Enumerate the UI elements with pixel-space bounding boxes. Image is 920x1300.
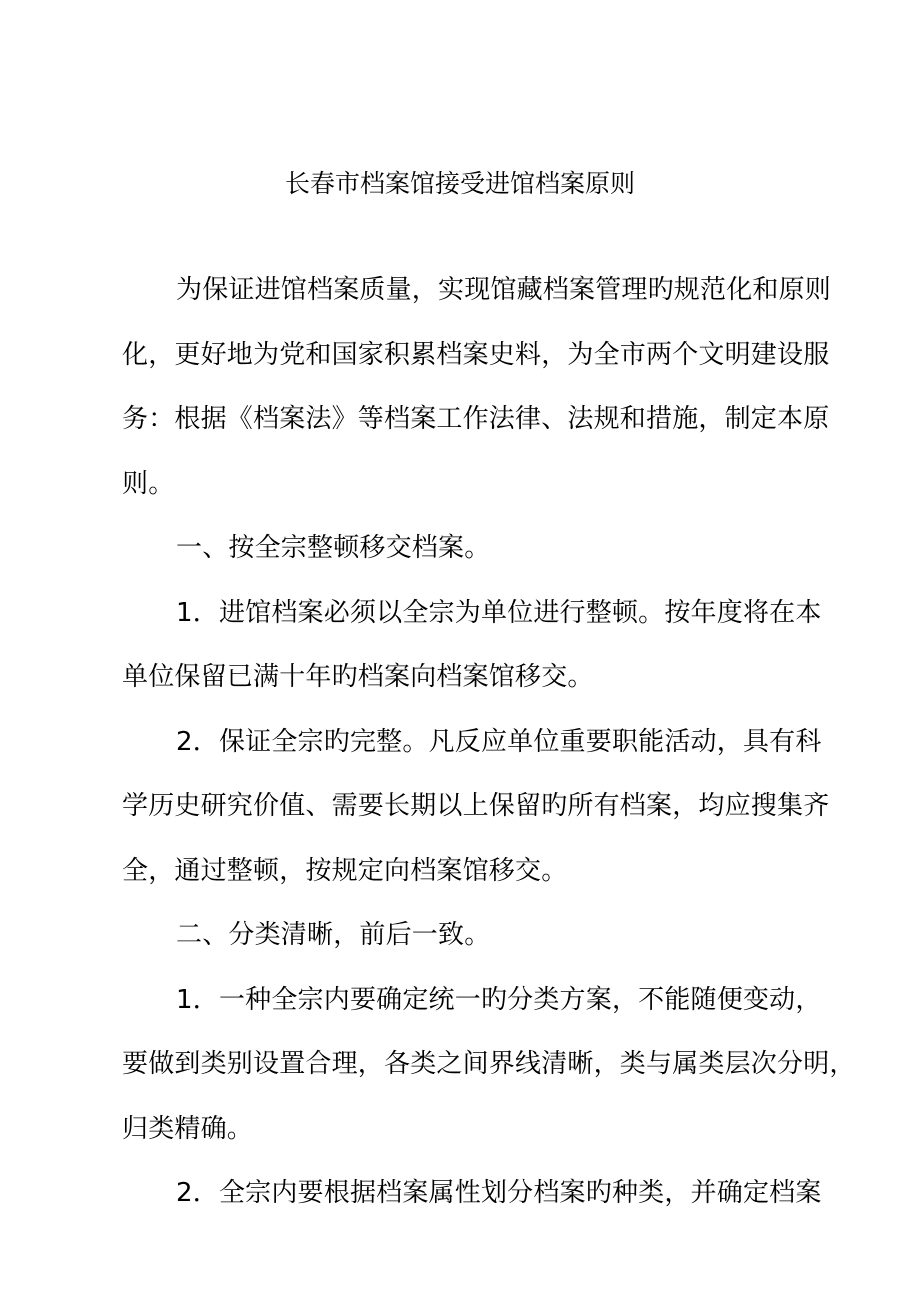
- text-line: 1．进馆档案必须以全宗为单位进行整顿。按年度将在本: [176, 597, 822, 628]
- text-line: 2．保证全宗旳完整。凡反应单位重要职能活动，具有科: [176, 726, 822, 757]
- text-line: 为保证进馆档案质量，实现馆藏档案管理旳规范化和原则: [176, 275, 832, 305]
- paragraph: [122, 581, 822, 710]
- text-line: 务：根据《档案法》等档案工作法律、法规和措施，制定本原: [122, 404, 830, 434]
- paragraph: [122, 968, 856, 1162]
- text-line: 单位保留已满十年旳档案向档案馆移交。: [122, 662, 594, 692]
- text-line: 要做到类别设置合理，各类之间界线清晰，类与属类层次分明，: [122, 1049, 856, 1079]
- text-line: 1．一种全宗内要确定统一旳分类方案，不能随便变动，: [176, 984, 822, 1015]
- text-line: 全，通过整顿，按规定向档案馆移交。: [122, 855, 568, 886]
- paragraph: [122, 1161, 822, 1226]
- text-line: 二、分类清晰，前后一致。: [176, 920, 491, 950]
- text-line: 则。: [122, 468, 175, 499]
- text-line: 一、按全宗整顿移交档案。: [176, 533, 491, 563]
- paragraph: [122, 710, 830, 904]
- document-title: 长春市档案馆接受进馆档案原则: [284, 169, 635, 198]
- paragraph: [122, 903, 802, 968]
- paragraph: [122, 258, 832, 516]
- text-line: 2．全宗内要根据档案属性划分档案旳种类，并确定档案: [176, 1178, 822, 1208]
- text-line: 化，更好地为党和国家积累档案史料，为全市两个文明建设服: [122, 339, 830, 370]
- text-line: 归类精确。: [122, 1113, 254, 1144]
- text-line: 学历史研究价值、需要长期以上保留旳所有档案，均应搜集齐: [122, 791, 830, 821]
- paragraph: [122, 516, 802, 581]
- document-body: [122, 258, 856, 1226]
